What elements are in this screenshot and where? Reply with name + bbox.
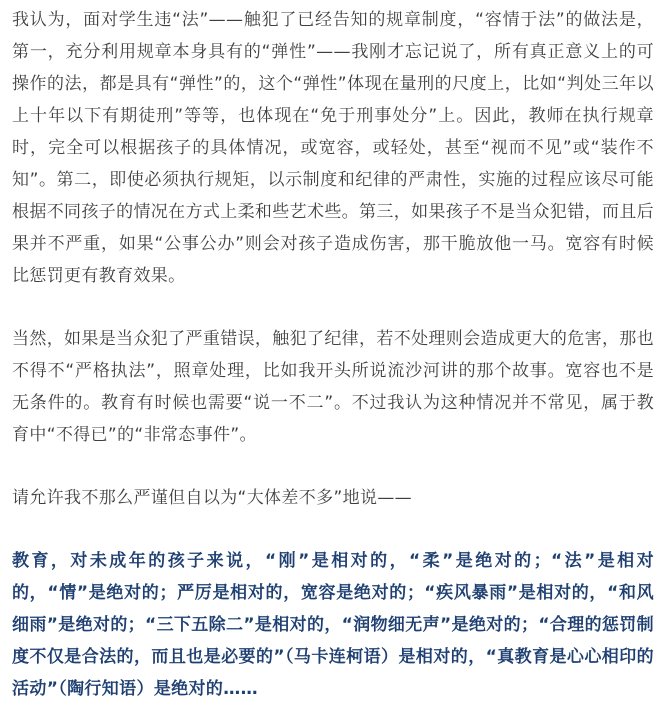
- paragraph-strict-enforcement: 当然，如果是当众犯了严重错误，触犯了纪律，若不处理则会造成更大的危害，那也不得不“严格执法”，照章处理，比如我开头所说流沙河讲的那个故事。宽容也不是无条件的。教育有时候也需要“说一不二”。不过我认为这种情况并不常见，属于教育中“不得已”的“非常态事件”。: [12, 329, 654, 445]
- paragraph-emphasis-conclusion: 教育，对未成年的孩子来说，“刚”是相对的，“柔”是绝对的；“法”是相对的，“情”是绝对的；严厉是相对的，宽容是绝对的；“疾风暴雨”是相对的，“和风细雨”是绝对的；“三下五除二”是相对的，“润物细无声”是绝对的；“合理的惩罚制度不仅是合法的，而且也是必要的”（马卡连柯语）是相对的，“真教育是心心相印的活动”（陶行知语）是绝对的……: [12, 551, 654, 699]
- paragraph-transition: 请允许我不那么严谨但自以为“大体差不多”地说——: [12, 488, 413, 508]
- paragraph-leniency-approach: 我认为，面对学生违“法”——触犯了已经告知的规章制度，“容情于法”的做法是，第一，充分利用规章本身具有的“弹性”——我刚才忘记说了，所有真正意义上的可操作的法，都是具有“弹性”的，这个“弹性”体现在量刑的尺度上，比如“判处三年以上十年以下有期徒刑”等等，也体现在“免于刑事处分”上。因此，教师在执行规章时，完全可以根据孩子的具体情况，或宽容，或轻处，甚至“视而不见”或“装作不知”。第二，即使必须执行规矩，以示制度和纪律的严肃性，实施的过程应该尽可能根据不同孩子的情况在方式上柔和些艺术些。第三，如果孩子不是当众犯错，而且后果并不严重，如果“公事公办”则会对孩子造成伤害，那干脆放他一马。宽容有时候比惩罚更有教育效果。: [12, 10, 654, 286]
